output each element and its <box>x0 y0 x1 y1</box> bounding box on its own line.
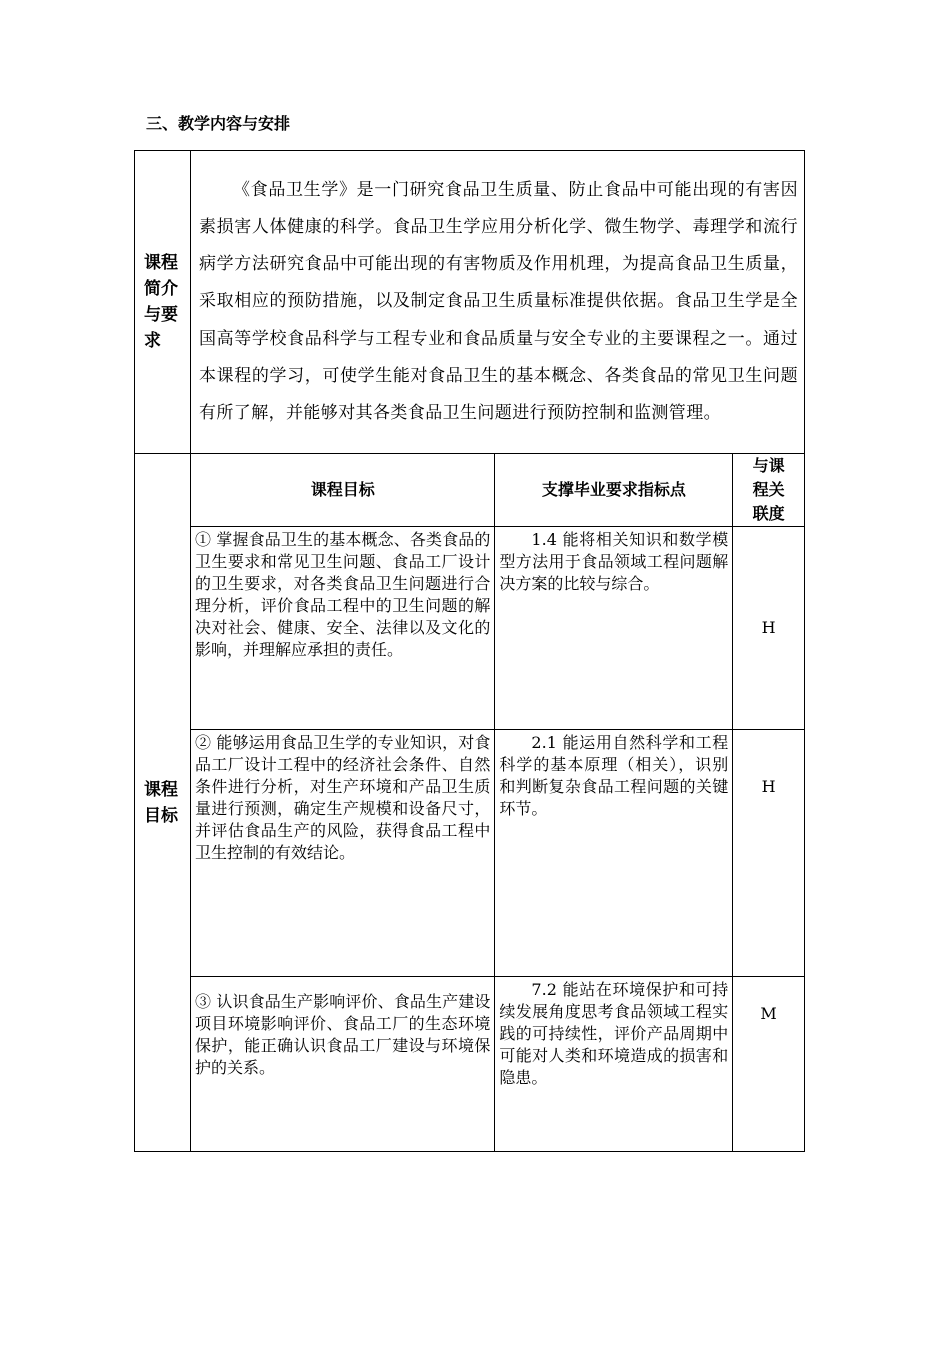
intro-row <box>135 151 805 454</box>
objective-row-2 <box>191 730 804 977</box>
header-support: 支撑毕业要求指标点 <box>495 454 733 527</box>
objective-1-goal: ① 掌握食品卫生的基本概念、各类食品的卫生要求和常见卫生问题、食品工厂设计的卫生要求，对各类食品卫生问题进行合理分析，评价食品工程中的卫生问题的解决对社会、健康、安全、法律以及文化的影响，并理解应承担的责任。 <box>191 527 495 730</box>
intro-label-cell <box>135 151 191 454</box>
objective-1-relevance: H <box>733 527 804 730</box>
course-table <box>134 150 805 1152</box>
objectives-content-cell <box>191 454 805 1152</box>
objective-3-goal: ③ 认识食品生产影响评价、食品生产建设项目环境影响评价、食品工厂的生态环境保护，能正确认识食品工厂建设与环境保护的关系。 <box>191 977 495 1152</box>
intro-text: 《食品卫生学》是一门研究食品卫生质量、防止食品中可能出现的有害因素损害人体健康的科学。食品卫生学应用分析化学、微生物学、毒理学和流行病学方法研究食品中可能出现的有害物质及作用机理，为提高食品卫生质量，采取相应的预防措施，以及制定食品卫生质量标准提供依据。食品卫生学是全国高等学校食品科学与工程专业和食品质量与安全专业的主要课程之一。通过本课程的学习，可使学生能对食品卫生的基本概念、各类食品的常见卫生问题有所了解，并能够对其各类食品卫生问题进行预防控制和监测管理。 <box>199 179 798 423</box>
header-relevance-text: 与课程关联度 <box>752 456 785 523</box>
section-title: 三、教学内容与安排 <box>146 114 291 133</box>
objectives-row <box>135 454 805 1152</box>
objective-3-relevance: M <box>733 977 804 1152</box>
objective-1-support: 1.4 能将相关知识和数学模型方法用于食品领域工程问题解决方案的比较与综合。 <box>495 527 733 730</box>
header-goal: 课程目标 <box>191 454 495 527</box>
objective-row-1 <box>191 527 804 730</box>
objectives-label-cell <box>135 454 191 1152</box>
objective-2-relevance: H <box>733 730 804 977</box>
objectives-header-row <box>191 454 804 527</box>
objective-3-support: 7.2 能站在环境保护和可持续发展角度思考食品领域工程实践的可持续性，评价产品周期中可能对人类和环境造成的损害和隐患。 <box>495 977 733 1152</box>
intro-label: 课程简介与要求 <box>144 253 178 351</box>
objective-row-3 <box>191 977 804 1152</box>
objectives-label: 课程目标 <box>144 779 178 826</box>
objective-2-goal: ② 能够运用食品卫生学的专业知识，对食品工厂设计工程中的经济社会条件、自然条件进行分析，对生产环境和产品卫生质量进行预测，确定生产规模和设备尺寸，并评估食品生产的风险，获得食品工程中卫生控制的有效结论。 <box>191 730 495 977</box>
objective-2-support: 2.1 能运用自然科学和工程科学的基本原理（相关），识别和判断复杂食品工程问题的关键环节。 <box>495 730 733 977</box>
intro-content-cell <box>191 151 805 454</box>
objectives-table <box>191 454 804 1151</box>
header-relevance <box>733 454 804 527</box>
